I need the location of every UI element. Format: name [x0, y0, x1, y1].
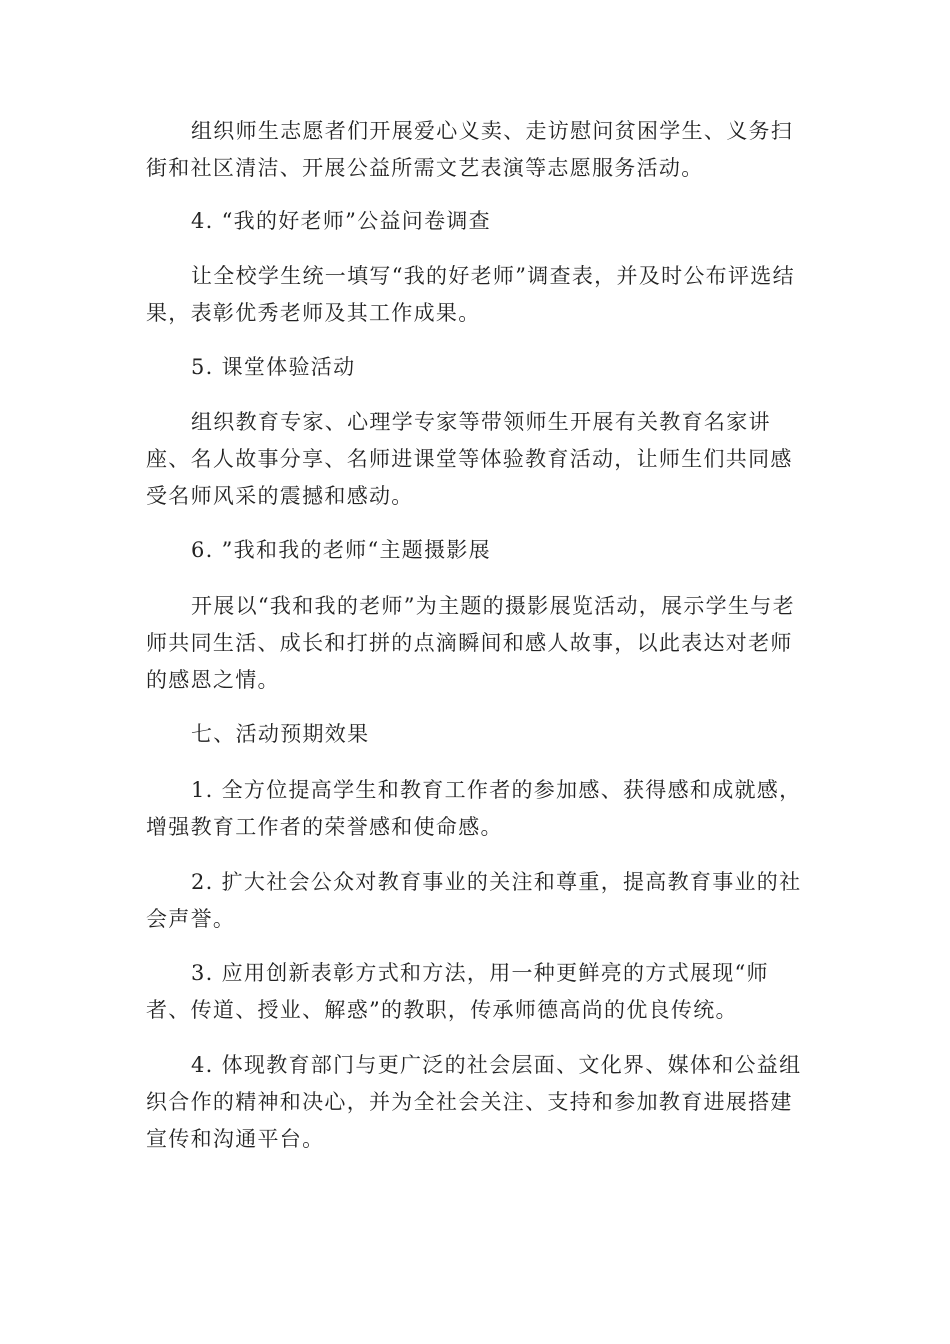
paragraph-photo-exhibition: 开展以“我和我的老师”为主题的摄影展览活动，展示学生与老师共同生活、成长和打拼的点滴瞬间和感人故事，以此表达对老师的感恩之情。: [146, 594, 795, 692]
paragraph-classroom-experience: 组织教育专家、心理学专家等带领师生开展有关教育名家讲座、名人故事分享、名师进课堂等体验教育活动，让师生们共同感受名师风采的震撼和感动。: [146, 410, 793, 508]
paragraph-effect-4: 4. 体现教育部门与更广泛的社会层面、文化界、媒体和公益组织合作的精神和决心，并为全社会关注、支持和参加教育进展搭建宣传和沟通平台。: [146, 1053, 802, 1151]
heading-photo-exhibition: 6. ”我和我的老师“主题摄影展: [191, 538, 491, 562]
paragraph-effect-1: 1. 全方位提高学生和教育工作者的参加感、获得感和成就感，增强教育工作者的荣誉感和使命感。: [146, 778, 802, 839]
paragraph-effect-2: 2. 扩大社会公众对教育事业的关注和尊重，提高教育事业的社会声誉。: [146, 870, 802, 931]
paragraph-survey: 让全校学生统一填写“我的好老师”调查表，并及时公布评选结果，表彰优秀老师及其工作成果。: [146, 264, 795, 325]
paragraph-effect-3: 3. 应用创新表彰方式和方法，用一种更鲜亮的方式展现“师者、传道、授业、解惑”的教职，传承师德高尚的优良传统。: [146, 961, 769, 1022]
heading-expected-effects: 七、活动预期效果: [191, 722, 370, 746]
heading-survey: 4. “我的好老师”公益问卷调查: [191, 209, 491, 233]
heading-classroom-experience: 5. 课堂体验活动: [191, 355, 356, 379]
paragraph-volunteer-activities: 组织师生志愿者们开展爱心义卖、走访慰问贫困学生、义务扫街和社区清洁、开展公益所需文艺表演等志愿服务活动。: [146, 119, 794, 180]
